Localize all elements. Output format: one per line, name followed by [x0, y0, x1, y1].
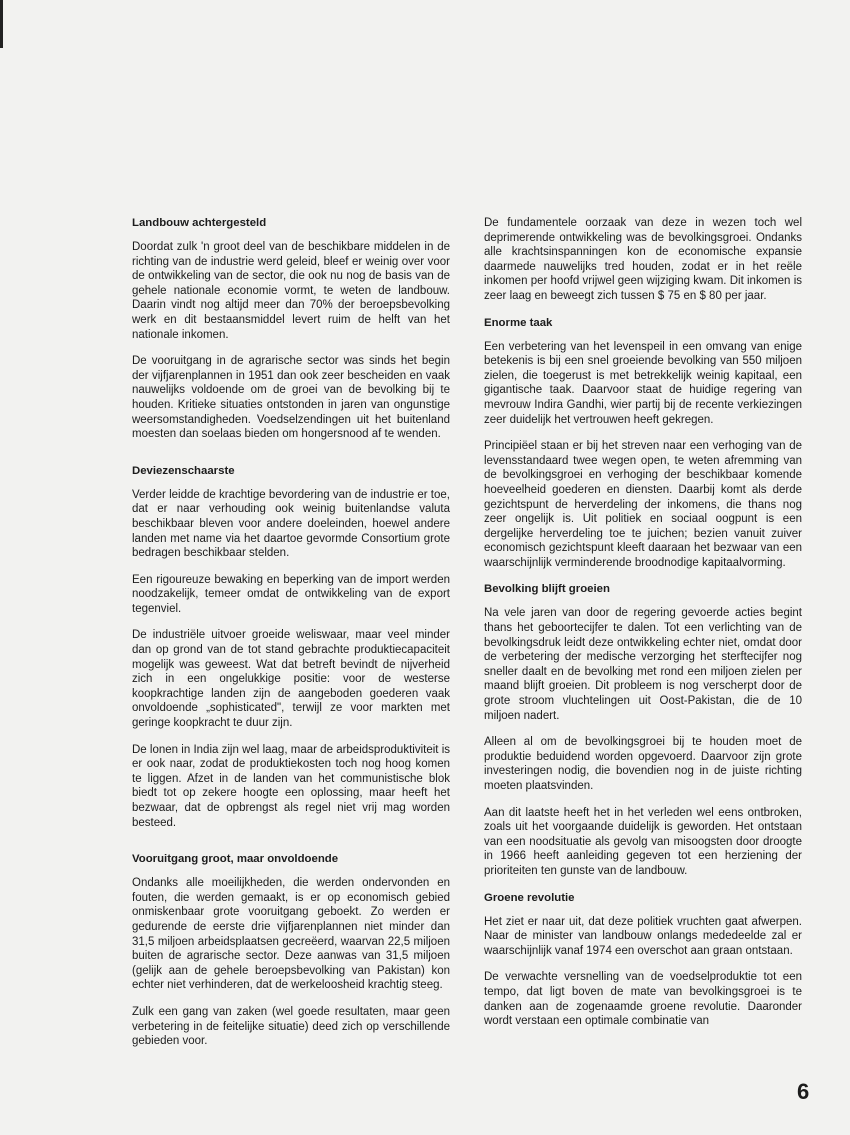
heading-enorme-taak: Enorme taak — [484, 316, 553, 329]
paragraph: Alleen al om de bevolkingsgroei bij te houden moet de produktie beduidend worden opgevoerd. Daarvoor zijn grote investeringen nodig, die bovendien nog in de juiste richting moeten plaatsvinden. — [484, 736, 802, 792]
page-edge-mark — [0, 0, 3, 48]
heading-vooruitgang: Vooruitgang groot, maar onvoldoende — [132, 853, 339, 866]
right-column — [484, 216, 802, 1041]
paragraph: Verder leidde de krachtige bevordering van de industrie er toe, dat er naar verhouding ook weinig buitenlandse valuta beschikbaar bleven voor andere doeleinden, hoewel andere landen met name via het daartoe gevormde Consortium grote bedragen beschikbaar stelden. — [132, 488, 450, 560]
paragraph: Een verbetering van het levenspeil in een omvang van enige betekenis is bij een snel groeiende bevolking van 550 miljoen zielen, die toegerust is met betrekkelijk weinig kapitaal, een gigantische taak. Daarvoor staat de huidige regering van mevrouw Indira Gandhi, wier partij bij de recente verkiezingen zeer duidelijk het vertrouwen heeft gekregen. — [484, 340, 802, 426]
paragraph: Aan dit laatste heeft het in het verleden wel eens ontbroken, zoals uit het voorgaande duidelijk is geworden. Het ontstaan van een noodsituatie als gevolg van misoogsten door droogte in 1966 heeft aanleiding gegeven tot een herziening der prioriteiten ten gunste van de landbouw. — [484, 806, 802, 877]
paragraph: De vooruitgang in de agrarische sector was sinds het begin der vijfjarenplannen in 1951 dan ook zeer bescheiden en vaak nauwelijks voldoende om de groei van de bevolking bij te houden. Kritieke situaties ontstonden in jaren van ongunstige weersomstandigheden. Voedselzendingen uit het buitenland moesten dan soelaas bieden om hongersnood af te wenden. — [132, 355, 450, 441]
page-number: 6 — [797, 1079, 810, 1104]
heading-bevolking-groeien: Bevolking blijft groeien — [484, 583, 610, 596]
left-column — [132, 216, 450, 1061]
paragraph: Een rigoureuze bewaking en beperking van de import werden noodzakelijk, temeer omdat de ontwikkeling van de export tegenviel. — [132, 573, 450, 615]
paragraph: De fundamentele oorzaak van deze in wezen toch wel deprimerende ontwikkeling was de bevolkingsgroei. Ondanks alle krachtsinspanningen kon de economische expansie daarmede nauwelijks tred houden, zodat er in het reële inkomen per hoofd vrijwel geen wijziging kwam. Dit inkomen is zeer laag en beweegt zich tussen $ 75 en $ 80 per jaar. — [484, 217, 802, 302]
paragraph: Principiëel staan er bij het streven naar een verhoging van de levensstandaard twee wegen open, te weten afremming van de bevolkingsgroei en verhoging der beschikbaar komende hoeveelheid goederen en diensten. Daarbij komt als derde gezichtspunt de herverdeling der inkomens, die thans nog zeer ongelijk is. Uit politiek en sociaal oogpunt is een dergelijke herverdeling toe te juichen; bezien vanuit zuiver economisch gezichtspunt kleeft daaraan het bezwaar van een waarschijnlijk verminderende broodnodige kapitaalvorming. — [484, 440, 802, 569]
paragraph: De industriële uitvoer groeide weliswaar, maar veel minder dan op grond van de tot stand gebrachte produktiecapaciteit mogelijk was geweest. Wat dat betreft bevindt de nijverheid zich in een ongelukkige positie: voor de westerse koopkrachtige landen zijn de aangeboden goederen vaak onvoldoende „sophisticated", terwijl ze voor markten met geringe koopkracht te duur zijn. — [132, 629, 450, 730]
heading-deviezenschaarste: Deviezenschaarste — [132, 464, 235, 477]
heading-groene-revolutie: Groene revolutie — [484, 891, 575, 904]
heading-landbouw: Landbouw achtergesteld — [132, 217, 267, 229]
paragraph: De verwachte versnelling van de voedselproduktie tot een tempo, dat ligt boven de mate van bevolkingsgroei is te danken aan de zogenaamde groene revolutie. Daaronder wordt verstaan een optimale combinatie van — [484, 971, 802, 1028]
paragraph: De lonen in India zijn wel laag, maar de arbeidsproduktiviteit is er ook naar, zodat de produktiekosten toch nog hoog komen te liggen. Afzet in de landen van het communistische blok biedt tot op zekere hoogte een oplossing, maar heeft het bezwaar, dat de opbrengst als regel niet vrij mag worden besteed. — [132, 743, 450, 829]
paragraph: Ondanks alle moeilijkheden, die werden ondervonden en fouten, die werden gemaakt, is er op economisch gebied onmiskenbaar grote vooruitgang geboekt. Zo werden er gedurende de eerste drie vijfjarenplannen niet minder dan 31,5 miljoen arbeidsplaatsen gecreëerd, waarvan 22,5 miljoen buiten de agrarische sector. Deze aanwas van 31,5 miljoen (gelijk aan de gehele beroepsbevolking van Pakistan) kon echter niet verhinderen, dat de werkeloosheid krachtig steeg. — [132, 877, 450, 992]
paragraph: Na vele jaren van door de regering gevoerde acties begint thans het geboortecijfer te dalen. Tot een verlichting van de bevolkingsdruk leidt deze ontwikkeling echter niet, omdat door de verbetering der medische verzorging het sterftecijfer nog sneller daalt en de bevolking met rond een miljoen zielen per maand blijft groeien. Dit probleem is nog verscherpt door de grote stroom vluchtelingen uit Oost-Pakistan, die de 10 miljoen nadert. — [484, 607, 802, 722]
paragraph: Het ziet er naar uit, dat deze politiek vruchten gaat afwerpen. Naar de minister van landbouw onlangs mededeelde zal er waarschijnlijk vanaf 1974 een overschot aan graan ontstaan. — [484, 915, 802, 957]
paragraph: Zulk een gang van zaken (wel goede resultaten, maar geen verbetering in de feitelijke situatie) deed zich op verschillende gebieden voor. — [132, 1005, 450, 1048]
paragraph: Doordat zulk 'n groot deel van de beschikbare middelen in de richting van de industrie werd geleid, bleef er weinig over voor de ontwikkeling van de sector, die ook nu nog de basis van de gehele nationale economie vormt, te weten de landbouw. Daarin vindt nog altijd meer dan 70% der beroepsbevolking werk en dit bestaansmiddel levert ruim de helft van het nationale inkomen. — [132, 241, 450, 341]
